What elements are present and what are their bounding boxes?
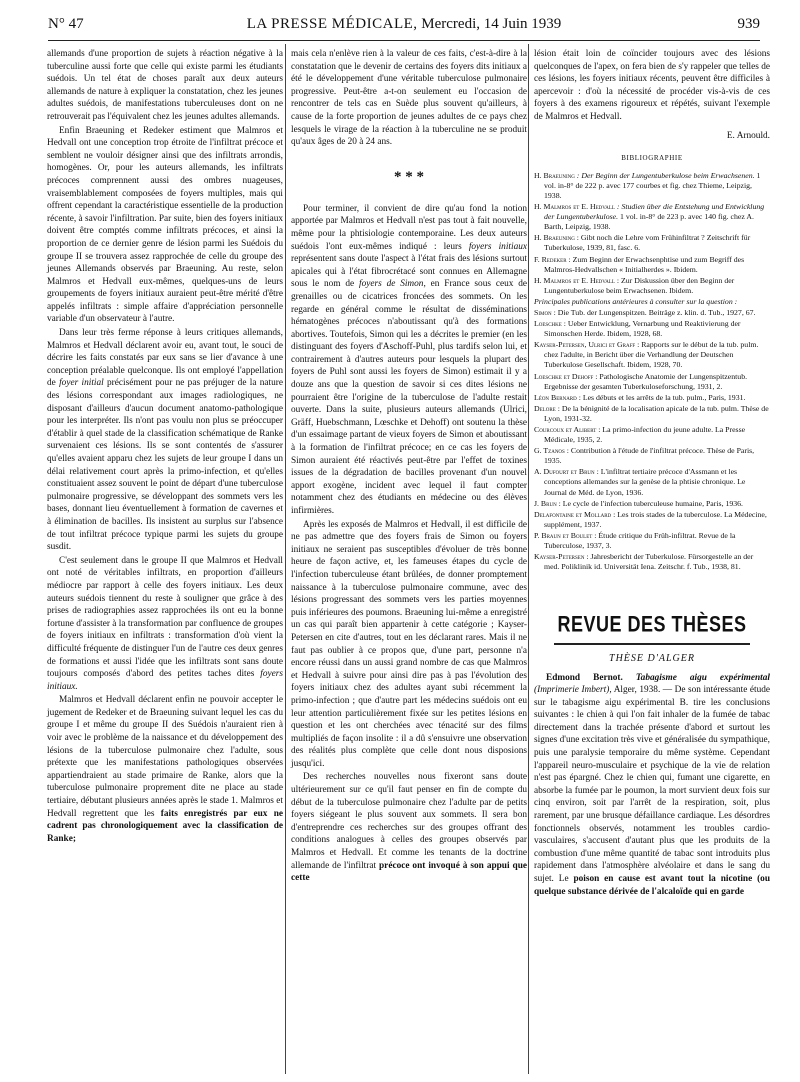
bibliography-heading: BIBLIOGRAPHIE [621,154,683,163]
bibliography-entry [534,372,770,392]
bib-author: Loeschke [534,319,562,329]
bibliography-entry [534,446,770,466]
bib-reference: : Contribution à l'étude de l'infiltrat précoce. Thèse de Paris, 1935. [544,446,755,466]
bib-reference: 1 vol. in-8° de 222 p. avec 177 courbes et fig. chez Thieme, Leipzig, 1938. [544,170,761,200]
bib-author: G. Tzanos [534,446,565,456]
paragraph: Enfin Braeuning et Redeker estiment que Malmros et Hedvall ont une conception trop étroite de l'infiltrat précoce et semblent ne vouloir désigner ainsi que des infiltrats arrondis, homogènes. Or, pour les auteurs allemands, les infiltrats précoces comprennent aussi des ombres nuageuses, vraisemblablement composées de foyers multiples, mais qui offrent cependant la caractéristique essentielle de la production récente, à savoir l'infiltration. Par suite, bien des foyers initiaux doivent être comptés comme infiltrats précoces, et ainsi la proportion de ce dernier genre de lésion parmi les Suédois du groupe II se trouvera assez rapprochée de celle du groupe des jeunes Allemands observés par Braeuning. Au reste, selon Malmros et Hedvall eux-mêmes, quelques-uns de leurs groupements de foyers initiaux auraient peut-être mérité d'être appelés infiltrats : simple affaire d'appréciation personnelle variable d'un observateur à l'autre. [47,125,283,325]
text-run: Dans leur très ferme réponse à leurs critiques allemands, Malmros et Hedvall déclarent avoir eu, avant tout, le souci de décrire les faits constatés par eux sans se lier d'avance à une conception préalable quelconque. Ils ont employé l'appellation de [47,328,283,389]
bib-author: Loeschke et Dehoff [534,371,594,381]
bold-run: précoce ont invoqué à son appui que cette [291,860,527,884]
bib-reference: : Zum Beginn der Erwachsenphtise und zum Begriff des Malmros-Hedvallschen « Initialherdes ». Ibidem. [544,254,745,274]
bibliography-entry [534,276,770,296]
paragraph: mais cela n'enlève rien à la valeur de ces faits, c'est-à-dire à la constatation que le devenir de certains des foyers dits initiaux a été le développement d'une véritable tuberculose pulmonaire progressive. Peut-être a-t-on seulement eu l'occasion de rencontrer de tels cas en Suède plus souvent qu'ailleurs, à cause de la forte proportion de jeunes adultes de ce pays chez lesquels le virage de la réaction à la tuberculine ne se produit qu'aux âges de 20 à 24 ans. [291,49,527,148]
bib-author: Léon Bernard [534,392,577,402]
bib-author: H. Braeuning [534,170,575,180]
bib-author: H. Braeuning [534,233,575,243]
column-1 [47,48,283,845]
thesis-title: Tabagisme aigu expérimental [622,672,770,683]
bib-reference: : Gibt noch die Lehre vom Frühinfiltrat ? Zeitschrift für Tuberkulose, 1939, 81, fasc. 6. [544,233,751,253]
page-number: 939 [737,16,760,32]
section-separator: * * * [394,168,424,185]
emphasis: foyers initiaux. [47,669,283,692]
bib-reference: : Die Tub. der Lungenspitzen. Beiträge z. klin. d. Tub., 1927, 67. [551,307,756,317]
issue-date: Mercredi, 14 Juin 1939 [421,16,562,32]
thesis-publisher: (Imprimerie Imbert), [534,685,612,696]
paragraph [47,694,283,845]
bibliography-entry [534,467,770,497]
text-run: Des recherches nouvelles nous fixeront sans doute ultérieurement sur ce qu'il faut penser en fin de compte du début de la tuberculose pulmonaire chez l'adulte par de petits foyers siégeant le plus souvent aux sommets. Il sera bon d'entreprendre ces recherches sur des groupes offrant des conditions analogues à celles des groupes observés par Malmros et Hedvall. Et comme les tenants de la doctrine allemande de l'infiltrat [291,772,527,871]
paragraph [47,555,283,694]
issue-number: N° 47 [48,16,84,32]
bib-reference: : Jahresbericht der Tuberkulose. Fürsorgestelle an der med. Poliklinik id. Universität Iena. Zeitschr. f. Tub., 1938, 81. [544,552,754,572]
bib-reference: : Zur Diskussion über den Beginn der Lungentuberkulose beim Erwachsenen. Ibidem. [544,275,735,295]
column-rule [285,44,286,1074]
bib-author: H. Malmros et E. Hedvall [534,275,615,285]
bib-author: Simon [534,307,552,317]
text-run: Alger, 1938. — De son intéressante étude sur le tabagisme aigu expérimental B. tire les conclusions suivantes : le chien à qui l'on fait inhaler de la fumée de tabac directement dans la trachée présente d'abord et surtout les signes d'une excitation très vive et généralisée du sympathique, puis une paralysie temporaire du même système. Cependant l'appareil neuro-musculaire et psychique de la vie de relation n'est pas épargné. Chez le chien qui, fumant une cigarette, en absorbe la fumée par le poumon, la mort survient deux fois sur cinq environ, soit par l'arrêt de la respiration, soit, plus rarement, par une brusque défaillance cardiaque. Les désordres fonctionnels observés, notamment les troubles cardio-vasculaires, s'accusent d'autant plus que les produits de la combustion d'une même quantité de tabac sont introduits plus rapidement dans l'atmosphère alvéolaire et dans le sang du sujet. Le [534,685,770,884]
paragraph [47,327,283,554]
bibliography-entry [534,393,770,403]
paragraph: allemands d'une proportion de sujets à réaction négative à la tuberculine aussi forte que celle qui existe parmi les étudiants suédois. Un tel état de choses paraît aux deux auteurs allemands de nature à expliquer la constatation, chez les jeunes adultes suédois, de manifestations tuberculeuses dont on ne retrouverait pas l'équivalent chez les jeunes adultes allemands. [47,49,283,122]
bibliography-entry [534,202,770,232]
column-2 [291,48,527,885]
text-run: représentent sans doute l'aspect à l'état frais des lésions surtout apicales qui à l'état fibrocrétacé sont connues en Allemagne sous le nom de [291,254,527,290]
bibliography-entry [534,425,770,445]
bib-reference: : De la bénignité de la localisation apicale de la tub. pulm. Thèse de Lyon, 1931-32. [544,403,769,423]
bibliography-entry [534,531,770,551]
paragraph: Après les exposés de Malmros et Hedvall, il est difficile de ne pas admettre que des foyers frais de Simon ou foyers initiaux ne seraient pas susceptibles d'évoluer de très bonne heure de façon active, et, les fameuses étapes du cycle de l'infection tuberculeuse étant brûlées, de donner promptement naissance à la tuberculose pulmonaire commune, avec des lésions progressant des sommets vers les parties moyennes puis inférieures des poumons. Braeuning lui-même a enregistré un cas qui paraît bien appartenir à cette catégorie ; Kayser-Petersen en cite d'autres, tout en les déclarant rares. Mais il ne faut pas oublier à ce propos que, d'une part, personne n'a encore réussi dans un aussi grand nombre de cas que Malmros et Hedvall à suivre pour ainsi dire pas à pas l'évolution des foyers initiaux chez des adultes ayant subi récemment la primo-infection ; que d'autre part les médecins suédois ont eu leur attention particulièrement fixée sur les petites lésions en question et les ont cherchées avec ténacité sur des films multipliés de façon insolite : il a dû s'ensuivre une observation des réalités plus complète que celle dont nous disposions jusqu'ici. [291,519,527,769]
text-run: précisément pour ne pas préjuger de la nature des lésions correspondant aux images radiologiques, ne disposant d'ailleurs d'aucun document anatomo-pathologique pour les interpréter. Ils n'ont pas voulu non plus se préoccuper d'établir à quel stade de la classification schématique de Ranke survenaient ces lésions. Ils se sont contentés de s'assurer qu'elles avaient apparu chez les sujets de leur groupe I dans un délai relativement court après la primo-infection, et qu'elles constituaient assez souvent le point de départ d'une tuberculose pulmonaire progressive, se développant des sommets vers les bases, donnant lieu éventuellement à formation de cavernes et à élimination de bacilles. Ils insistent au surplus sur l'absence de tout infiltrat précoce typique parmi les sujets du groupe susdit. [47,378,283,553]
bib-reference: : Le cycle de l'infection tuberculeuse humaine, Paris, 1936. [556,498,744,508]
emphasis: foyer initial [59,378,104,389]
bib-author: Delafontaine et Mollard [534,509,612,519]
bib-reference: : Pathologische Anatomie der Lungenspitzentub. Ergebnisse der gesamten Tuberkuloseforschung, 1931, 2. [544,371,748,391]
bibliography-entry [534,233,770,253]
column-3 [534,48,770,898]
bibliography-list [534,171,770,296]
bib-title: : Studien über die Entstehung und Entwicklung der Lungentuberkulose. [544,202,765,222]
bibliography-entry [534,171,770,201]
bib-reference: : Rapports sur le début de la tub. pulm. chez l'adulte, in Bericht über die Verhandlung der Deutschen Tuberkulose Gesellschaft. Ibidem, 1928, 70. [544,340,759,370]
bib-reference: : Étude critique du Früh-infiltrat. Revue de la Tuberculose, 1937, 3. [544,530,736,551]
thesis-author: Edmond Bernot. [546,672,623,683]
journal-title [48,16,760,33]
bib-author: Delore [534,403,556,413]
text-run: Pour terminer, il convient de dire qu'au fond la notion apportée par Malmros et Hedvall n'est pas tout à fait nouvelle, même pour la phtisiologie contemporaine. Les deux auteurs suédois l'ont eux-mêmes indiqué : leurs [291,203,527,252]
text-run: Malmros et Hedvall déclarent enfin ne pouvoir accepter le jugement de Redeker et de Braeuning suivant lequel les cas du groupe I et même du groupe II des Suédois n'auraient rien à voir avec le problème de la naissance et du développement des lésions de la tuberculose pulmonaire chez l'adulte, sous prétexte que les manifestations pathologiques observées appartiendraient au stade primaire de Ranke, alors que la tuberculose pulmonaire proprement dite ne place au stade tertiaire, débutant plusieurs années après le stade 1. Malmros et Hedvall regrettent que les [47,695,283,819]
paragraph [534,672,770,899]
bib-reference: 1 vol. in-8° de 223 p. avec 140 fig. chez A. Barth, Leipzig, 1938. [544,212,754,232]
bibliography-entry [534,510,770,530]
author-signature: E. Arnould. [726,130,770,141]
bibliography-entry [534,499,770,509]
emphasis: foyers de Simon [358,279,424,290]
bib-reference: : Les trois stades de la tuberculose. La Médecine, supplément, 1937. [544,509,767,529]
paragraph [291,771,527,884]
bib-author: J. Brun [534,498,557,508]
journal-name: LA PRESSE MÉDICALE, [246,16,418,32]
page-header [48,14,760,38]
bib-reference: : L'infiltrat tertiaire précoce d'Assmann et les conceptions allemandes sur la genèse de la phtisie chronique. Le Journal de Méd. de Lyon, 1936. [544,467,746,497]
bold-run: poison en cause est avant tout la nicotine (ou quelque substance dérivée de l'alcaloïde qui en garde [534,874,770,897]
bib-author: Kayser-Petersen, Ulrici et Graff [534,340,636,350]
bib-author: H. Malmros et E. Hedvall [534,202,615,212]
sub-title: THÈSE D'ALGER [609,652,695,664]
bib-author: A. Dufourt et Brun [534,467,595,477]
bib-author: Courcoux et Alibert [534,425,597,434]
bibliography-subheading: Principales publications antérieures à consulter sur la question : [534,296,738,306]
column-rule [528,44,529,1074]
paragraph [291,203,527,518]
bibliography-entry [534,340,770,370]
paragraph: lésion était loin de coïncider toujours avec des lésions quelconques de l'apex, on fera bien de s'y rappeler que telles de ces lésions, les foyers initiaux récents, peuvent être difficiles à apercevoir : d'où la nécessité de procéder vis-à-vis de ces foyers à des examens rigoureux et répétés, suivant l'exemple de Malmros et Hedvall. [534,49,770,122]
bib-reference: : La primo-infection du jeune adulte. La Presse Médicale, 1935, 2. [544,425,746,445]
bib-title: : Der Beginn der Lungentuberkulose beim Erwachsenen. [574,170,755,180]
bib-author: P. Braun et Boulet [534,530,593,540]
bib-reference: : Ueber Entwicklung, Vernarbung und Reaktivierung der Simonschen Herde. Ibidem, 1928, 68. [544,319,741,339]
bib-reference: : Les débuts et les arrêts de la tub. pulm., Paris, 1931. [576,392,746,402]
header-rule [48,40,760,41]
bibliography-list-prior [534,308,770,572]
text-run: , en France sous ceux de grenailles ou de cicatrices froncées des sommets. On les regarde en général comme le résultat de disséminations hématogènes précoces n'aboutissant qu'à des formations abortives. Toutefois, Simon qui les a décrites le premier (en les distinguant des foyers d'Aschoff-Puhl, plus tardifs selon lui, et contrairement à d'autres auteurs pour lesquels la plupart des foyers de Puhl sont aussi les foyers de Simon) estimait il y a douze ans que la question de savoir si ces dites lésions ne pourraient être l'origine de la tuberculose de l'adulte restait ouverte. Dans la suite, plusieurs auteurs allemands (Ulrici, Gräff, Huebschmann, Lœschke et Dehoff) ont soutenu la thèse d'un essaimage partant de vieux foyers de Simon et aboutissant à la formation de l'infiltrat précoce; en ce cas les foyers de Simon auraient été réactivés peut-être par l'effet de toxines issues de la dégradation de bacilles provenant d'un nouvel apport exogène, incident avec lequel il faut compter notamment chez des étudiants en médecine ou des élèves infirmières. [291,279,528,516]
emphasis: foyers initiaux [468,241,527,252]
section-rule [554,643,750,645]
bibliography-entry [534,552,770,572]
section-title: REVUE DES THÈSES [557,611,747,637]
text-run: C'est seulement dans le groupe II que Malmros et Hedvall ont noté de véritables infiltrats, en proportion d'ailleurs médiocre par rapport à celle des foyers initiaux. Les deux auteurs suédois tiennent du reste à souligner que grâce à des prises de radiographies assez rapprochées ils ont eu la bonne fortune d'assister à la transformation par confluence de groupes de foyers initiaux en infiltrats : transformation d'où vient la difficulté fréquente de distinguer l'un de l'autre ces deux genres de formations et aussi l'idée que les infiltrats sont sans doute toujours composés d'abord des petites taches dites [47,555,283,680]
bibliography-entry [534,319,770,339]
bibliography-entry [534,404,770,424]
bibliography-entry [534,308,770,318]
bib-author: Kayser-Petersen [534,552,585,562]
bib-author: F. Redeker [534,254,567,264]
bold-run: faits enregistrés par eux ne cadrent pas chronologiquement avec la classification de Ranke; [47,808,283,844]
bibliography-entry [534,255,770,275]
